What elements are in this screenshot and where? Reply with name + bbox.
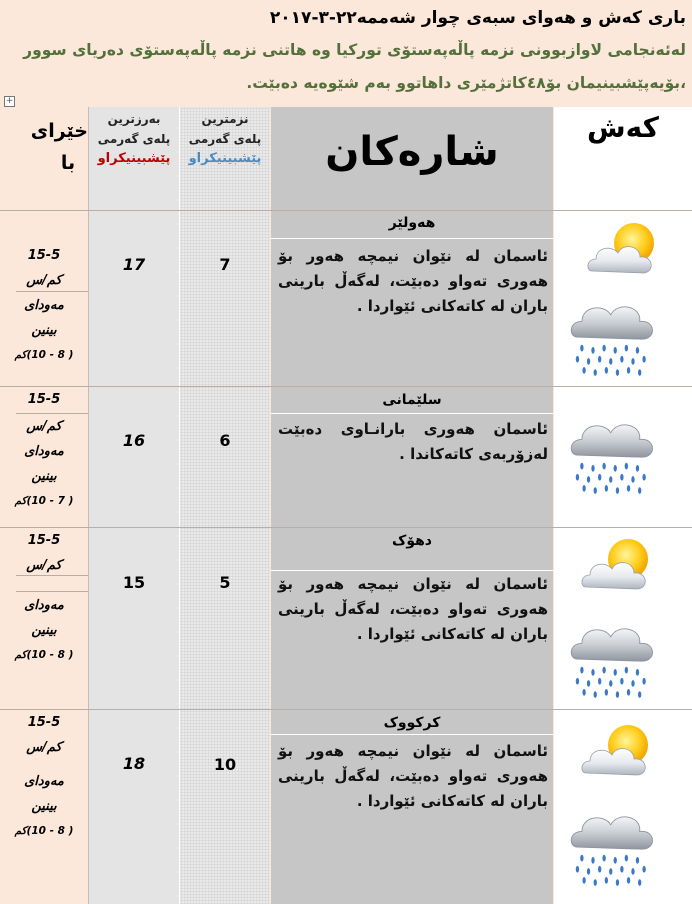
header-weather: کەش — [587, 111, 659, 144]
city-description: ئاسمان هەوری بارانـاوی دەبێت لەزۆربەی کاتەکاندا . — [278, 420, 548, 463]
wind-divider — [16, 591, 88, 592]
header-cities: شارەکان — [325, 129, 499, 175]
page-title: باری کەش و هەوای سبەی چوار شەممە٢٢-٣-٢٠١٧ — [269, 8, 686, 28]
visibility-label: مەودای — [24, 298, 64, 313]
wind-speed-unit: کم/س — [26, 419, 62, 434]
visibility-label: مەودای — [24, 444, 64, 459]
visibility-label2: بینین — [31, 799, 57, 814]
city-name: سلێمانی — [382, 392, 442, 408]
wind-speed-value: 15-5 — [27, 533, 61, 548]
min-temp-value: 5 — [219, 573, 231, 592]
visibility-value: ( 8 - 10)کم — [14, 825, 74, 837]
visibility-label2: بینین — [31, 623, 57, 638]
min-temp-value: 10 — [213, 755, 237, 774]
header-max-forecast: پێشبینیکراو — [97, 151, 171, 166]
max-temp-value: 18 — [122, 754, 146, 773]
visibility-label: مەودای — [24, 774, 64, 789]
visibility-label: مەودای — [24, 598, 64, 613]
wind-divider — [16, 575, 88, 576]
cloud-rain-icon — [568, 415, 658, 495]
city-description: ئاسمان لە نێوان نیمچە هەور بۆ هەوری تەواو دەبێت، لەگەڵ بارینی باران لە کاتەکانی ئێواردا . — [278, 575, 548, 643]
header-max-line1: بەرزترین — [107, 112, 161, 126]
partly-cloudy-sun-icon — [586, 219, 662, 281]
max-temp-column — [89, 107, 180, 904]
cloud-rain-icon — [568, 297, 658, 377]
wind-speed — [4, 243, 84, 293]
city-description: ئاسمان لە نێوان نیمچە هەور بۆ هەوری تەواو دەبێت، لەگەڵ بارینی باران لە کاتەکانی ئێواردا . — [278, 247, 548, 315]
header-max-line2: پلەی گەرمی — [97, 132, 171, 146]
visibility-label2: بینین — [31, 469, 57, 484]
wind-speed — [4, 710, 84, 760]
header-min-forecast: پێشبینیکراو — [188, 151, 262, 166]
city-divider — [271, 413, 553, 414]
partly-cloudy-sun-icon — [580, 721, 656, 783]
visibility-value: ( 8 - 10)کم — [14, 649, 74, 661]
wind-speed-unit: کم/س — [26, 558, 62, 573]
row-divider — [0, 210, 692, 211]
header-min-temp — [180, 109, 270, 169]
wind-divider — [16, 291, 88, 292]
wind-speed-unit: کم/س — [26, 273, 62, 288]
table-move-handle-icon[interactable]: + — [5, 96, 14, 106]
city-divider — [271, 734, 553, 735]
row-divider — [0, 386, 692, 387]
max-temp-value: 15 — [122, 573, 146, 592]
header-wind-label: خێرای با — [30, 120, 88, 174]
visibility-value: ( 8 - 10)کم — [14, 349, 74, 361]
min-temp-value: 6 — [219, 431, 231, 450]
city-divider — [271, 570, 553, 571]
cloud-rain-icon — [568, 619, 658, 699]
visibility-label2: بینین — [31, 323, 57, 338]
partly-cloudy-sun-icon — [580, 535, 656, 597]
wind-speed-value: 15-5 — [27, 392, 61, 407]
intro-text: لەئەنجامی لاوازبوونی نزمە پاڵەپەستۆی تورکیا وە هاتنی نزمە پاڵەپەستۆی دەریای سوور ،بۆیەپێشبینیمان بۆ٤٨کاتژمێری داهاتوو بەم شێوەیە دەبێت. — [23, 41, 686, 92]
header-min-line2: پلەی گەرمی — [188, 132, 262, 146]
city-name: دهۆک — [391, 533, 432, 549]
cloud-rain-icon — [568, 807, 658, 887]
header-wind — [0, 115, 88, 179]
city-description: ئاسمان لە نێوان نیمچە هەور بۆ هەوری تەواو دەبێت، لەگەڵ بارینی باران لە کاتەکانی ئێواردا . — [278, 742, 548, 810]
wind-speed-value: 15-5 — [27, 715, 61, 730]
forecast-table — [0, 107, 692, 904]
header-min-line1: نزمترین — [201, 112, 249, 126]
min-temp-value: 7 — [219, 255, 231, 274]
city-name: کرکووک — [383, 715, 441, 731]
wind-speed-unit: کم/س — [26, 740, 62, 755]
city-divider — [271, 238, 553, 239]
wind-speed-value: 15-5 — [27, 248, 61, 263]
row-divider — [0, 709, 692, 710]
visibility — [4, 593, 84, 668]
visibility — [4, 769, 84, 844]
max-temp-value: 16 — [122, 431, 146, 450]
min-temp-column — [180, 107, 270, 904]
city-name: هەولێر — [388, 215, 436, 231]
visibility — [4, 293, 84, 368]
wind-speed — [4, 387, 84, 412]
max-temp-value: 17 — [122, 255, 146, 274]
visibility-value: ( 7 - 10)کم — [14, 495, 74, 507]
visibility — [4, 414, 84, 514]
header-max-temp — [89, 109, 179, 169]
wind-speed — [4, 528, 84, 578]
row-divider — [0, 527, 692, 528]
